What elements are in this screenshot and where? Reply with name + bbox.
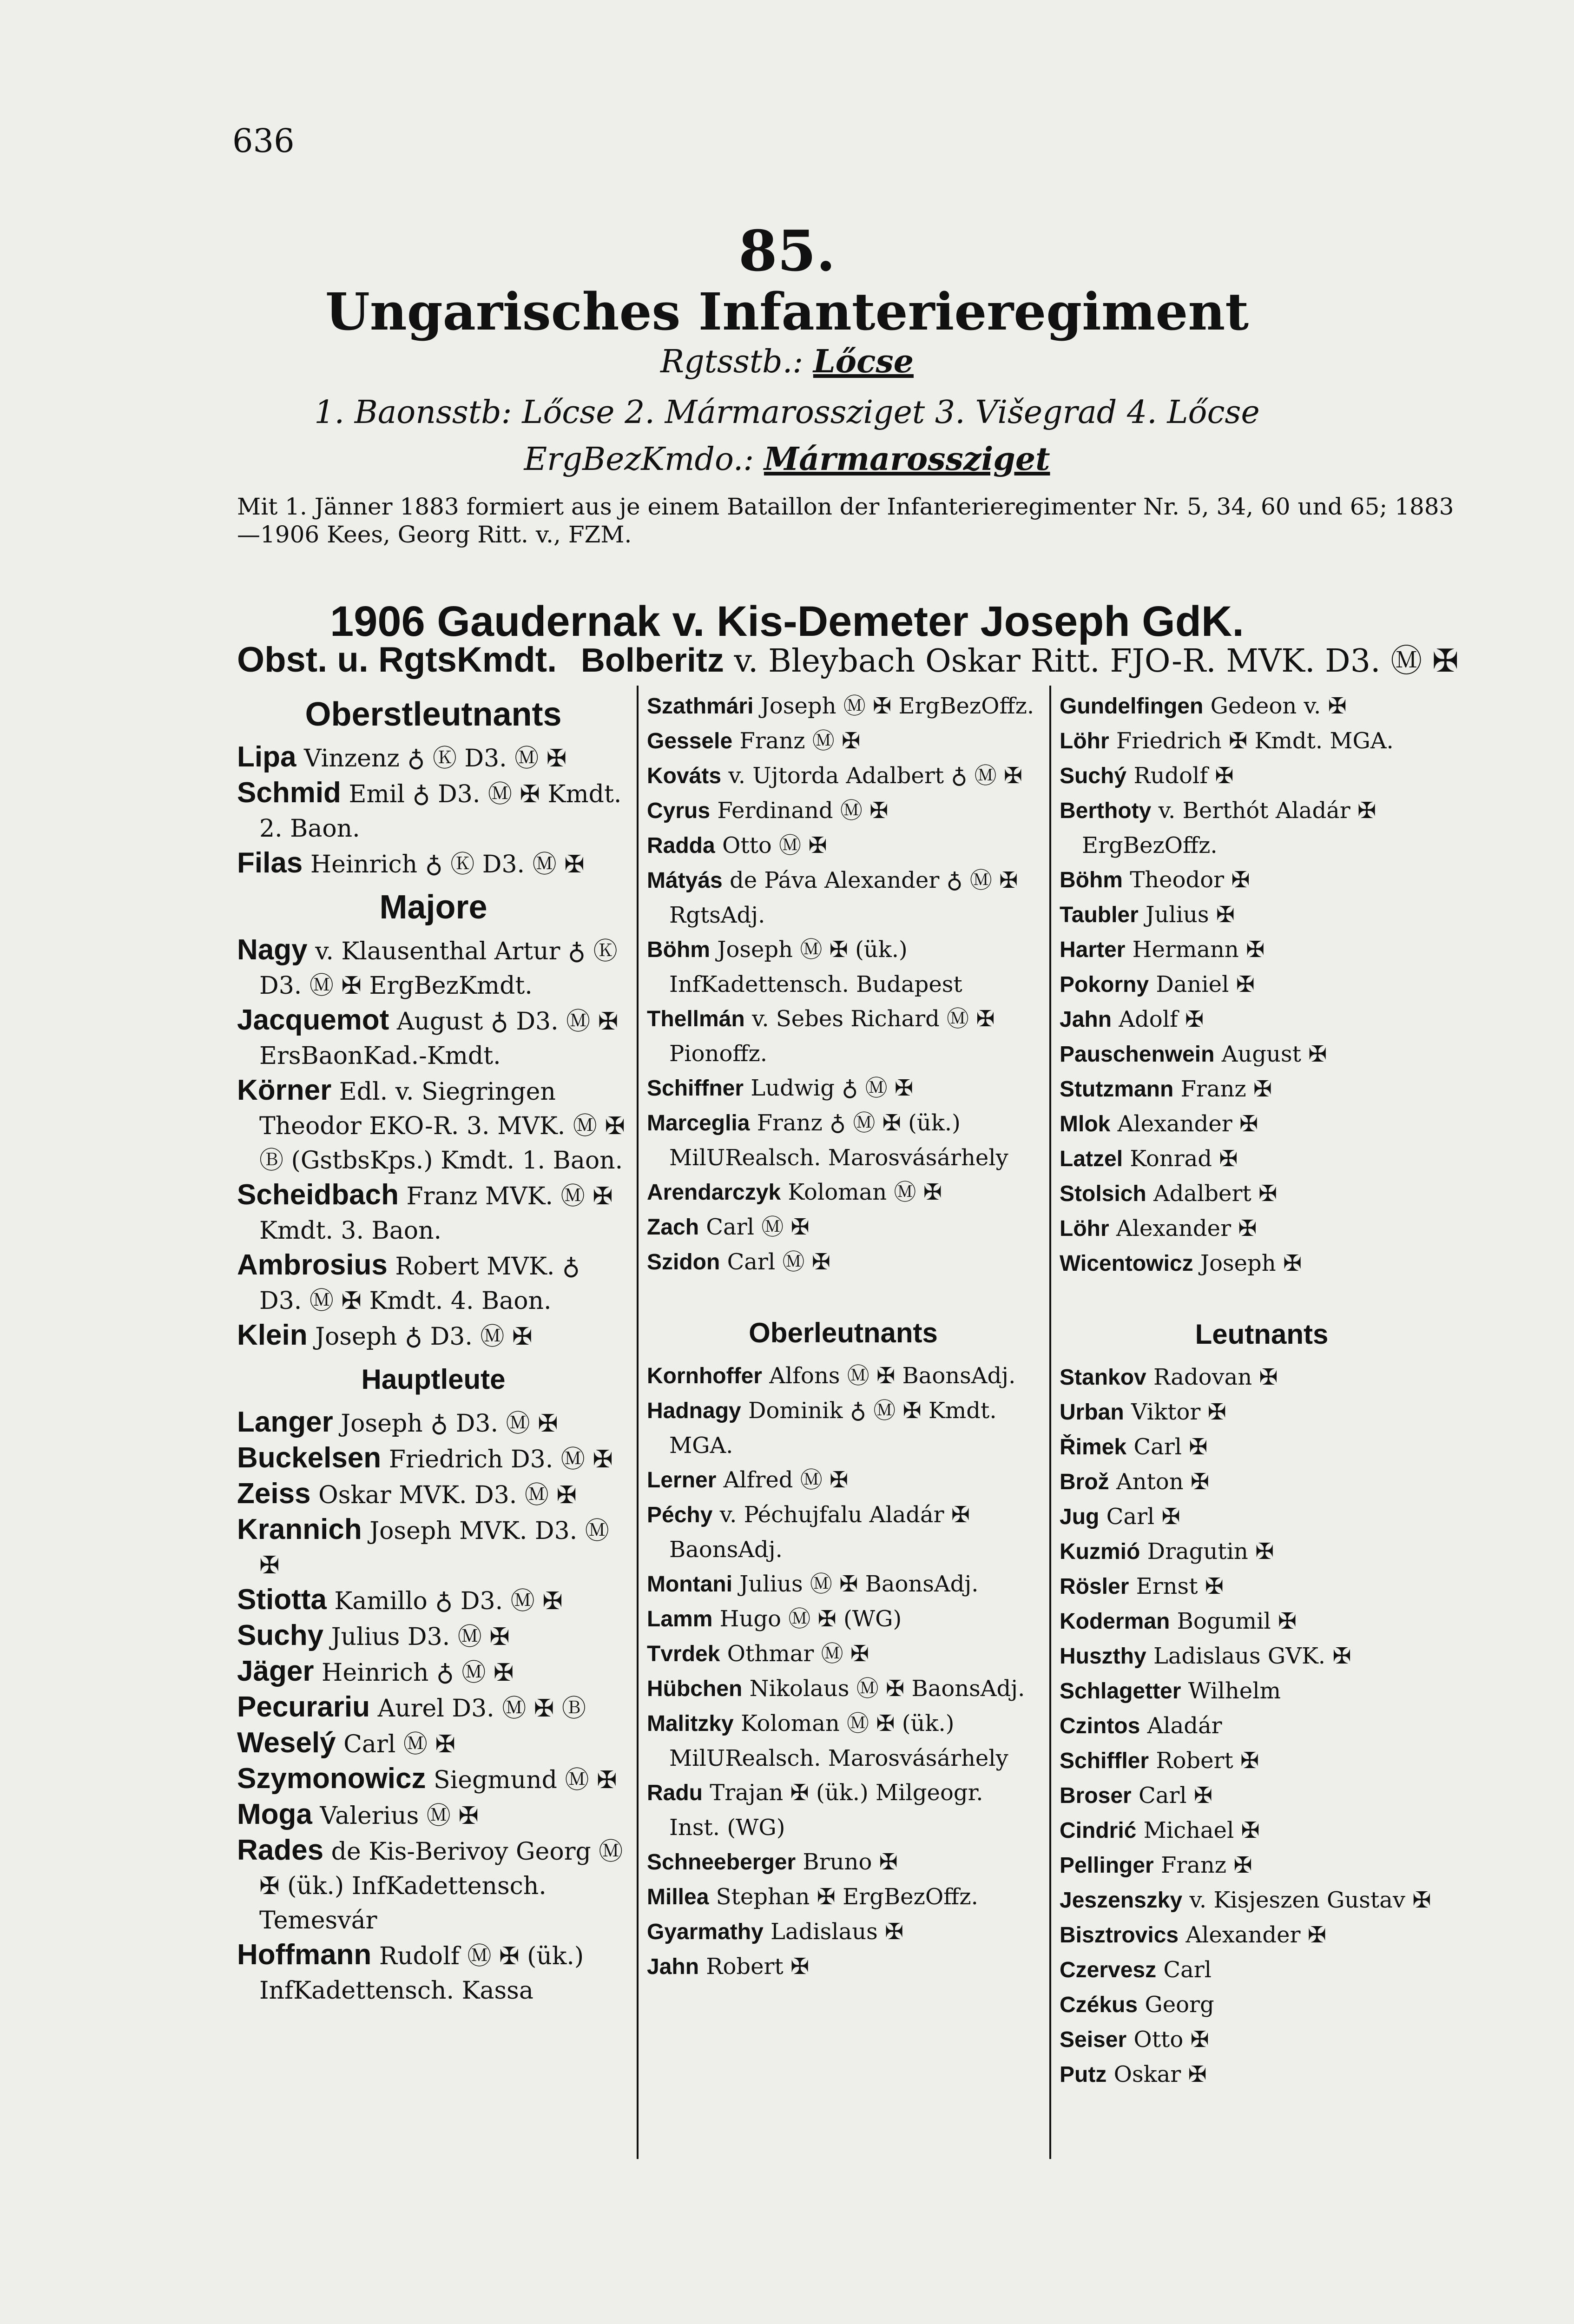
officer-name: Millea <box>647 1885 709 1909</box>
officer-details: Robert MVK. ♁ D3. Ⓜ ✠ Kmdt. 4. Baon. <box>259 1253 580 1315</box>
officer-details: de Kis-Berivoy Georg Ⓜ ✠ (ük.) InfKadettensch. Temesvár <box>259 1838 623 1934</box>
officer-entry <box>1060 967 1464 1002</box>
officer-details: Adalbert ✠ <box>1153 1181 1278 1207</box>
officer-entry <box>1060 1639 1464 1674</box>
officer-details: Franz MVK. Ⓜ ✠ Kmdt. 3. Baon. <box>259 1182 613 1245</box>
officer-entry <box>237 1654 630 1690</box>
officer-name: Suchý <box>1060 764 1127 788</box>
officer-entry <box>237 933 630 1003</box>
officer-name: Buckelsen <box>237 1442 382 1474</box>
officer-entry <box>1060 1465 1464 1499</box>
officer-details: Rudolf ✠ <box>1133 763 1234 789</box>
officer-details: Edl. v. Siegringen Theodor EKO-R. 3. MVK. Ⓜ ✠ Ⓑ (GstbsKps.) Kmdt. 1. Baon. <box>259 1078 625 1175</box>
column-1 <box>237 689 630 2008</box>
officer-details: Franz ✠ <box>1161 1852 1252 1878</box>
officer-name: Radu <box>647 1781 703 1805</box>
erg-label: ErgBezKmdo.: <box>524 441 754 478</box>
officer-name: Jahn <box>1060 1007 1112 1032</box>
officer-entry <box>1060 863 1464 898</box>
officer-entry <box>237 1833 630 1938</box>
officer-entry <box>647 1915 1040 1949</box>
officer-details: Joseph MVK. D3. Ⓜ ✠ <box>259 1517 609 1579</box>
officer-details: Friedrich ✠ Kmdt. MGA. <box>1116 728 1394 754</box>
officer-name: Filas <box>237 847 303 879</box>
officer-name: Seiser <box>1060 2027 1127 2052</box>
officer-name: Pellinger <box>1060 1853 1154 1878</box>
officer-name: Czékus <box>1060 1993 1138 2017</box>
officer-name: Cindrić <box>1060 1818 1137 1843</box>
officer-details: Joseph ♁ D3. Ⓜ ✠ <box>315 1323 533 1351</box>
column-divider <box>1049 686 1051 2159</box>
officer-details: Daniel ✠ <box>1156 971 1255 997</box>
officer-entry <box>1060 1709 1464 1743</box>
officer-details: Franz ✠ <box>1180 1076 1272 1102</box>
officer-name: Moga <box>237 1798 312 1830</box>
officer-name: Lamm <box>647 1607 713 1631</box>
officer-entry <box>647 1637 1040 1671</box>
officer-name: Zeiss <box>237 1478 311 1510</box>
officer-entry <box>1060 1002 1464 1037</box>
officer-details: Alexander ✠ <box>1117 1111 1258 1137</box>
officer-entry <box>237 1405 630 1441</box>
erg-place: Mármarossziget <box>764 441 1050 478</box>
officer-entry <box>647 1359 1040 1393</box>
officer-name: Jacquemot <box>237 1004 389 1036</box>
officer-entry <box>1060 1918 1464 1953</box>
officer-name: Jäger <box>237 1655 314 1687</box>
officer-details: Koloman Ⓜ ✠ <box>788 1179 942 1205</box>
section-heading: Oberleutnants <box>749 1317 938 1348</box>
column-3 <box>1060 689 1464 2092</box>
officer-entry <box>237 1726 630 1762</box>
officer-details: Joseph Ⓜ ✠ ErgBezOffz. <box>760 693 1034 719</box>
officer-details: v. Ujtorda Adalbert ♁ Ⓜ ✠ <box>728 763 1023 789</box>
officer-name: Körner <box>237 1074 332 1106</box>
commander-rank: Obst. u. RgtsKmdt. <box>237 640 557 680</box>
officer-details: Joseph ♁ D3. Ⓜ ✠ <box>341 1410 558 1438</box>
officer-name: Wicentowicz <box>1060 1251 1193 1276</box>
officer-name: Gessele <box>647 729 733 753</box>
officer-entry <box>1060 1534 1464 1569</box>
officer-details: Alfons Ⓜ ✠ BaonsAdj. <box>769 1363 1016 1389</box>
officer-details: Heinrich ♁ Ⓚ D3. Ⓜ ✠ <box>310 851 585 878</box>
officer-details: Alfred Ⓜ ✠ <box>723 1467 849 1493</box>
officer-entry <box>1060 1813 1464 1848</box>
officer-entry <box>1060 689 1464 724</box>
regiment-number: 85. <box>738 218 836 284</box>
officer-name: Schmid <box>237 777 341 809</box>
officer-name: Böhm <box>1060 868 1123 892</box>
officer-details: Georg <box>1145 1992 1214 2018</box>
officer-entry <box>647 759 1040 793</box>
officer-details: Hugo Ⓜ ✠ (WG) <box>719 1606 902 1632</box>
staff-line <box>0 343 1574 380</box>
officer-entry <box>237 1618 630 1654</box>
officer-details: Dominik ♁ Ⓜ ✠ Kmdt. MGA. <box>669 1398 997 1459</box>
officer-details: Ladislaus ✠ <box>771 1919 904 1945</box>
officer-name: Hoffmann <box>237 1939 372 1971</box>
officer-details: Joseph ✠ <box>1200 1250 1302 1276</box>
staff-place: Lőcse <box>813 343 914 380</box>
officer-entry <box>647 828 1040 863</box>
officer-name: Stankov <box>1060 1365 1146 1390</box>
officer-name: Hübchen <box>647 1677 743 1701</box>
officer-details: Oskar MVK. D3. Ⓜ ✠ <box>318 1481 577 1509</box>
section-heading: Hauptleute <box>361 1364 506 1395</box>
officer-details: Ferdinand Ⓜ ✠ <box>717 798 889 824</box>
officer-entry <box>1060 1883 1464 1918</box>
officer-name: Jeszenszky <box>1060 1888 1183 1913</box>
officer-entry <box>1060 1360 1464 1395</box>
officer-name: Brož <box>1060 1470 1109 1494</box>
officer-details: Carl ✠ <box>1106 1504 1180 1530</box>
officer-entry <box>647 1245 1040 1280</box>
regiment-chief: 1906 Gaudernak v. Kis-Demeter Joseph GdK. <box>330 598 1244 645</box>
officer-name: Taubler <box>1060 903 1139 927</box>
officer-details: Carl ✠ <box>1133 1434 1208 1460</box>
officer-name: Szidon <box>647 1250 720 1274</box>
officer-name: Marceglia <box>647 1111 750 1136</box>
officer-name: Weselý <box>237 1727 336 1759</box>
officer-entry <box>237 1318 630 1354</box>
officer-details: Friedrich D3. Ⓜ ✠ <box>389 1446 613 1473</box>
officer-name: Czervesz <box>1060 1958 1157 1982</box>
officer-entry <box>647 1602 1040 1637</box>
officer-details: Vinzenz ♁ Ⓚ D3. Ⓜ ✠ <box>303 745 567 772</box>
officer-name: Montani <box>647 1572 732 1597</box>
officer-name: Cyrus <box>647 799 711 823</box>
officer-name: Tvrdek <box>647 1642 720 1666</box>
officer-entry <box>647 1071 1040 1106</box>
officer-name: Langer <box>237 1406 333 1438</box>
officer-details: Trajan ✠ (ük.) Milgeogr. Inst. (WG) <box>669 1780 983 1841</box>
officer-details: Hermann ✠ <box>1132 937 1265 963</box>
officer-details: Siegmund Ⓜ ✠ <box>434 1766 617 1794</box>
officer-details: Julius D3. Ⓜ ✠ <box>331 1623 510 1651</box>
officer-entry <box>647 1106 1040 1175</box>
regiment-title: Ungarisches Infanterieregiment <box>325 282 1249 342</box>
officer-name: Latzel <box>1060 1147 1123 1171</box>
officer-details: Julius Ⓜ ✠ BaonsAdj. <box>739 1571 979 1597</box>
section-heading: Leutnants <box>1195 1319 1329 1350</box>
officer-entry <box>1060 932 1464 967</box>
officer-name: Arendarczyk <box>647 1180 781 1205</box>
officer-name: Szathmári <box>647 694 754 719</box>
officer-entry <box>647 1880 1040 1915</box>
officer-entry <box>1060 759 1464 793</box>
officer-entry <box>237 1477 630 1512</box>
officer-entry <box>237 1441 630 1477</box>
officer-name: Schneeberger <box>647 1850 796 1875</box>
officer-entry <box>647 1706 1040 1776</box>
officer-name: Broser <box>1060 1783 1132 1808</box>
officer-details: Aladár <box>1147 1713 1222 1739</box>
officer-entry <box>1060 1987 1464 2022</box>
officer-details: Julius ✠ <box>1146 902 1235 928</box>
officer-name: Gyarmathy <box>647 1920 764 1944</box>
officer-details: Carl ✠ <box>1139 1783 1213 1809</box>
officer-entry <box>647 1567 1040 1602</box>
officer-entry <box>647 1671 1040 1706</box>
officer-entry <box>1060 1604 1464 1639</box>
officer-name: Löhr <box>1060 1216 1109 1241</box>
officer-entry <box>647 1210 1040 1245</box>
officer-name: Kováts <box>647 764 722 788</box>
officer-details: Oskar ✠ <box>1113 2061 1207 2087</box>
officer-details: Aurel D3. Ⓜ ✠ Ⓑ <box>377 1695 586 1723</box>
officer-entry <box>1060 1395 1464 1430</box>
officer-entry <box>1060 1246 1464 1281</box>
section-heading: Oberstleutnants <box>305 696 562 733</box>
officer-details: v. Berthót Aladár ✠ ErgBezOffz. <box>1082 798 1376 858</box>
officer-name: Stolsich <box>1060 1182 1146 1206</box>
officer-details: Gedeon v. ✠ <box>1210 693 1347 719</box>
officer-details: Nikolaus Ⓜ ✠ BaonsAdj. <box>749 1676 1025 1702</box>
officer-name: Mátyás <box>647 868 723 893</box>
officer-details: Franz ♁ Ⓜ ✠ (ük.) MilURealsch. Marosvásárhely <box>669 1110 1008 1171</box>
officer-details: Alexander ✠ <box>1185 1922 1326 1948</box>
commander-line <box>237 636 1459 681</box>
officer-name: Řimek <box>1060 1435 1127 1459</box>
officer-entry <box>237 1762 630 1797</box>
commander-details: v. Bleybach Oskar Ritt. FJO-R. MVK. D3. Ⓜ ✠ <box>734 643 1459 680</box>
officer-name: Klein <box>237 1319 308 1351</box>
officer-name: Hadnagy <box>647 1399 741 1423</box>
officer-name: Krannich <box>237 1513 362 1545</box>
battalion-line: 1. Baonsstb: Lőcse 2. Mármarossziget 3. Višegrad 4. Lőcse <box>314 394 1260 431</box>
officer-entry <box>647 1845 1040 1880</box>
officer-details: Adolf ✠ <box>1119 1006 1204 1032</box>
officer-name: Thellmán <box>647 1007 745 1031</box>
officer-entry <box>237 1512 630 1583</box>
officer-entry <box>647 724 1040 759</box>
officer-name: Urban <box>1060 1400 1124 1425</box>
officer-details: Othmar Ⓜ ✠ <box>727 1641 869 1667</box>
officer-entry <box>1060 1674 1464 1709</box>
page-number: 636 <box>232 122 295 160</box>
officer-name: Kornhoffer <box>647 1364 762 1388</box>
officer-entry <box>1060 1743 1464 1778</box>
officer-entry <box>1060 1142 1464 1176</box>
officer-name: Schlagetter <box>1060 1679 1181 1703</box>
officer-entry <box>647 1949 1040 1984</box>
officer-details: Ludwig ♁ Ⓜ ✠ <box>751 1075 914 1101</box>
officer-entry <box>647 1776 1040 1845</box>
officer-name: Stiotta <box>237 1584 327 1616</box>
officer-details: Bruno ✠ <box>803 1849 898 1875</box>
officer-name: Lerner <box>647 1468 717 1492</box>
officer-name: Böhm <box>647 938 710 962</box>
officer-details: Theodor ✠ <box>1130 867 1250 893</box>
officer-entry <box>237 776 630 846</box>
officer-details: Franz Ⓜ ✠ <box>739 728 861 754</box>
officer-details: v. Péchujfalu Aladár ✠ BaonsAdj. <box>669 1502 970 1563</box>
officer-name: Pecurariu <box>237 1691 370 1723</box>
officer-details: Viktor ✠ <box>1131 1399 1226 1425</box>
officer-entry <box>237 1797 630 1833</box>
officer-name: Czintos <box>1060 1714 1140 1738</box>
officer-entry <box>1060 1211 1464 1246</box>
officer-details: Robert ✠ <box>706 1954 810 1980</box>
officer-details: Heinrich ♁ Ⓜ ✠ <box>321 1659 514 1687</box>
officer-details: Otto ✠ <box>1133 2027 1209 2053</box>
officer-name: Rösler <box>1060 1574 1129 1599</box>
officer-name: Nagy <box>237 934 308 966</box>
officer-name: Jahn <box>647 1954 699 1979</box>
officer-details: Ladislaus GVK. ✠ <box>1153 1643 1351 1669</box>
officer-name: Koderman <box>1060 1609 1170 1634</box>
officer-entry <box>647 689 1040 724</box>
officer-entry <box>237 1938 630 2008</box>
officer-name: Radda <box>647 833 715 858</box>
officer-details: Dragutin ✠ <box>1147 1538 1274 1565</box>
officer-entry <box>237 1003 630 1073</box>
officer-name: Schiffler <box>1060 1749 1149 1773</box>
erg-line <box>0 441 1574 478</box>
officer-name: Zach <box>647 1215 699 1240</box>
section-heading: Majore <box>379 889 487 926</box>
officer-details: Stephan ✠ ErgBezOffz. <box>716 1884 978 1910</box>
officer-entry <box>1060 1430 1464 1465</box>
officer-name: Scheidbach <box>237 1179 399 1211</box>
officer-entry <box>237 846 630 882</box>
officer-entry <box>1060 793 1464 863</box>
officer-entry <box>647 932 1040 1002</box>
officer-details: Carl Ⓜ ✠ <box>343 1730 456 1758</box>
officer-name: Kuzmió <box>1060 1539 1140 1564</box>
officer-details: Koloman Ⓜ ✠ (ük.) MilURealsch. Marosvásárhely <box>669 1710 1008 1771</box>
officer-name: Suchy <box>237 1619 324 1651</box>
officer-entry <box>1060 1778 1464 1813</box>
officer-details: Michael ✠ <box>1143 1817 1260 1843</box>
officer-details: August ♁ D3. Ⓜ ✠ ErsBaonKad.-Kmdt. <box>259 1008 619 1070</box>
officer-entry <box>1060 1176 1464 1211</box>
officer-details: Otto Ⓜ ✠ <box>722 832 827 858</box>
officer-name: Malitzky <box>647 1711 734 1736</box>
officer-name: Harter <box>1060 938 1126 962</box>
column-divider <box>637 686 639 2159</box>
officer-details: Bogumil ✠ <box>1177 1608 1297 1634</box>
officer-entry <box>647 1463 1040 1498</box>
officer-entry <box>647 793 1040 828</box>
officer-entry <box>647 1175 1040 1210</box>
officer-entry <box>647 1393 1040 1463</box>
officer-details: Ernst ✠ <box>1136 1573 1224 1599</box>
officer-details: Anton ✠ <box>1116 1469 1210 1495</box>
intro-text: Mit 1. Jänner 1883 formiert aus je einem Bataillon der Infanterieregimenter Nr. 5, 34, 60 und 65; 1883—1906 Kees, Georg Ritt. v., FZM. <box>237 493 1454 548</box>
officer-details: Valerius Ⓜ ✠ <box>320 1802 479 1830</box>
officer-entry <box>1060 1107 1464 1142</box>
officer-entry <box>1060 1072 1464 1107</box>
officer-name: Szymonowicz <box>237 1763 426 1795</box>
officer-entry <box>1060 1499 1464 1534</box>
officer-details: Rudolf Ⓜ ✠ (ük.) InfKadettensch. Kassa <box>259 1942 584 2005</box>
officer-name: Stutzmann <box>1060 1077 1174 1102</box>
officer-details: Emil ♁ D3. Ⓜ ✠ Kmdt. 2. Baon. <box>259 780 622 843</box>
officer-name: Jug <box>1060 1505 1100 1529</box>
officer-entry <box>1060 1953 1464 1987</box>
officer-name: Péchy <box>647 1503 713 1527</box>
officer-entry <box>1060 1569 1464 1604</box>
officer-entry <box>1060 724 1464 759</box>
officer-name: Pauschenwein <box>1060 1042 1215 1067</box>
officer-name: Ambrosius <box>237 1249 388 1281</box>
officer-details: Konrad ✠ <box>1130 1146 1238 1172</box>
officer-entry <box>237 1073 630 1178</box>
officer-entry <box>1060 2022 1464 2057</box>
officer-entry <box>1060 2057 1464 2092</box>
officer-entry <box>1060 1848 1464 1883</box>
officer-details: August ✠ <box>1221 1041 1327 1067</box>
officer-name: Schiffner <box>647 1076 744 1101</box>
officer-details: Joseph Ⓜ ✠ (ük.) InfKadettensch. Budapest <box>669 937 962 997</box>
commander-name: Bolberitz <box>580 642 724 679</box>
officer-name: Huszthy <box>1060 1644 1146 1669</box>
officer-name: Löhr <box>1060 729 1109 753</box>
officer-details: Carl Ⓜ ✠ <box>727 1249 830 1275</box>
officer-entry <box>1060 1037 1464 1072</box>
officer-entry <box>237 1178 630 1248</box>
officer-entry <box>1060 898 1464 932</box>
officer-name: Berthoty <box>1060 799 1152 823</box>
officer-entry <box>237 1248 630 1318</box>
officer-details: v. Klausenthal Artur ♁ Ⓚ D3. Ⓜ ✠ ErgBezKmdt. <box>259 938 618 1000</box>
officer-entry <box>237 1583 630 1618</box>
officer-details: Carl Ⓜ ✠ <box>706 1214 810 1240</box>
staff-label: Rgtsstb.: <box>660 343 803 380</box>
officer-name: Rades <box>237 1834 324 1866</box>
column-2 <box>647 689 1040 1984</box>
officer-name: Bisztrovics <box>1060 1923 1179 1948</box>
officer-entry <box>237 740 630 776</box>
officer-entry <box>647 1498 1040 1567</box>
officer-entry <box>647 863 1040 932</box>
officer-details: Robert ✠ <box>1156 1748 1259 1774</box>
officer-name: Gundelfingen <box>1060 694 1204 719</box>
officer-name: Mlok <box>1060 1112 1111 1136</box>
officer-details: Carl <box>1163 1957 1212 1983</box>
officer-name: Putz <box>1060 2062 1107 2087</box>
officer-name: Pokorny <box>1060 972 1149 997</box>
officer-details: v. Sebes Richard Ⓜ ✠ Pionoffz. <box>669 1006 995 1067</box>
officer-details: Kamillo ♁ D3. Ⓜ ✠ <box>334 1587 563 1615</box>
officer-details: Wilhelm <box>1188 1678 1281 1704</box>
officer-name: Lipa <box>237 741 296 773</box>
officer-details: v. Kisjeszen Gustav ✠ <box>1189 1887 1431 1913</box>
officer-details: de Páva Alexander ♁ Ⓜ ✠ RgtsAdj. <box>669 867 1018 928</box>
officer-details: Alexander ✠ <box>1116 1215 1257 1241</box>
officer-entry <box>237 1690 630 1726</box>
officer-details: Radovan ✠ <box>1153 1364 1278 1390</box>
officer-entry <box>647 1002 1040 1071</box>
